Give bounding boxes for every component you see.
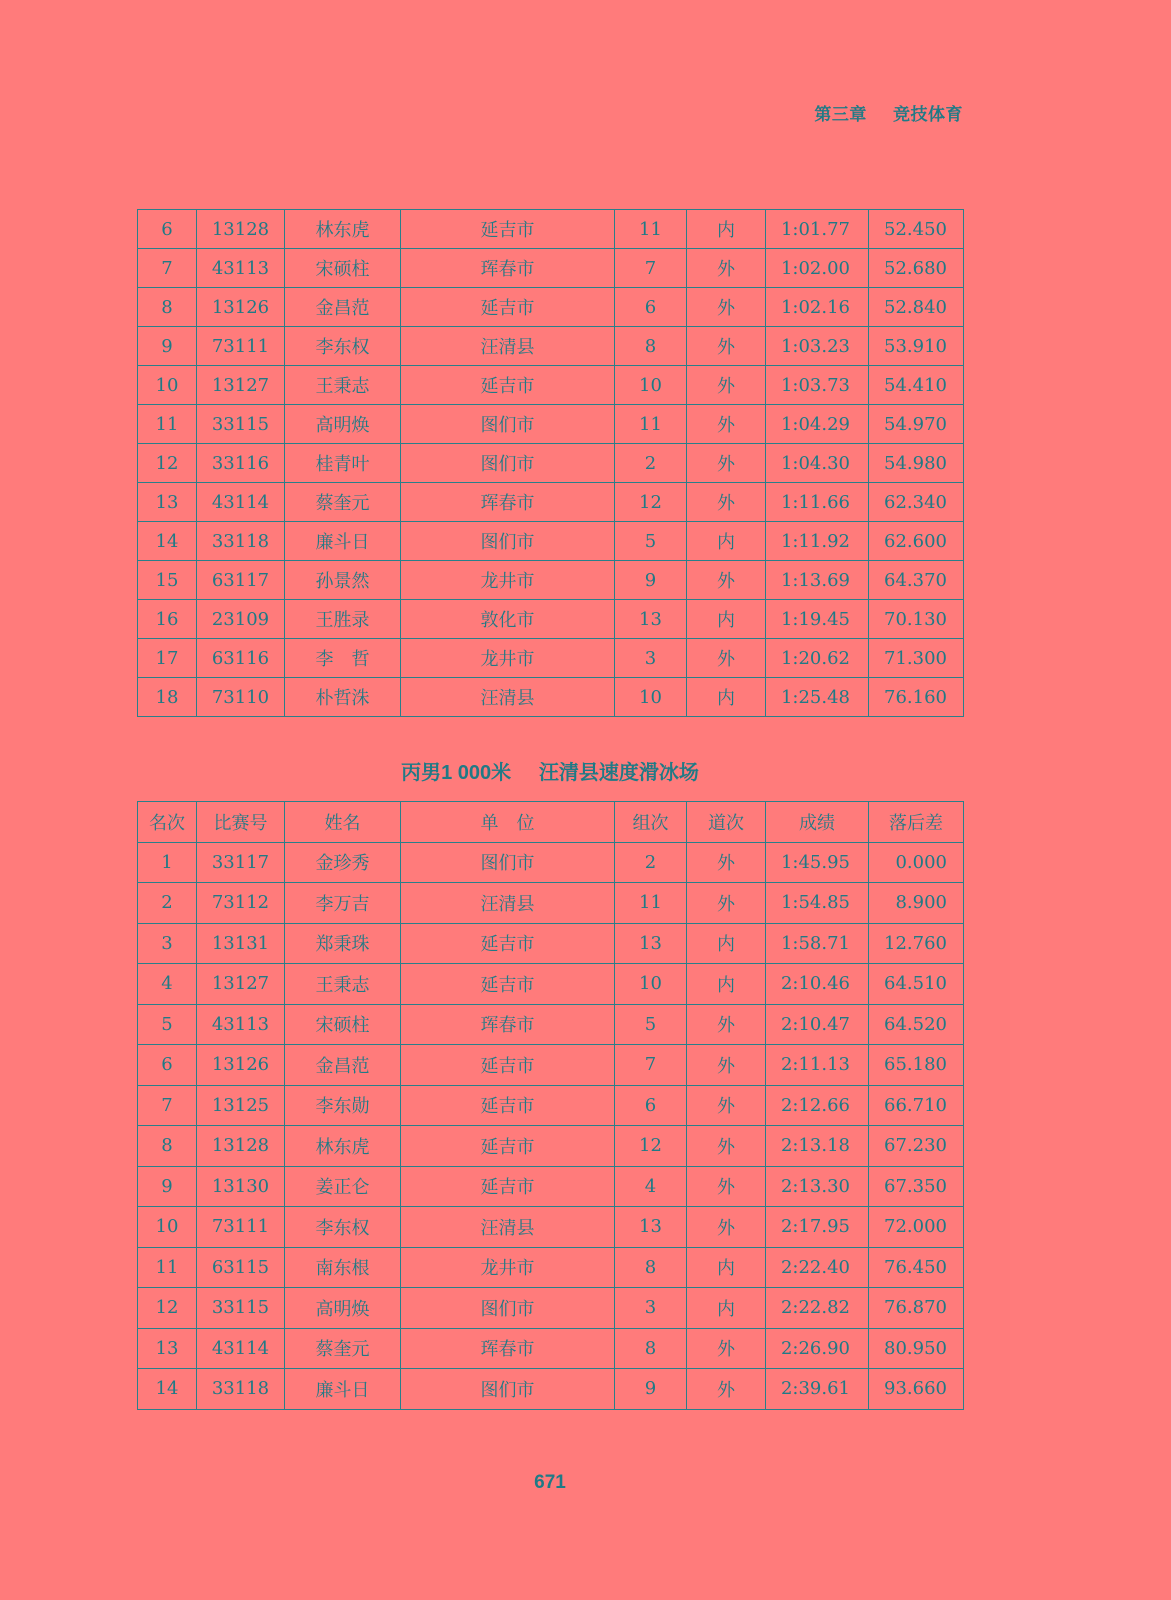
unit-cell: 汪清县 xyxy=(401,327,615,366)
lane-cell: 内 xyxy=(687,600,766,639)
time-cell: 1:03.73 xyxy=(766,366,869,405)
bib-cell: 33115 xyxy=(197,1288,285,1329)
name-cell: 金昌范 xyxy=(285,288,401,327)
gap-cell: 54.410 xyxy=(869,366,964,405)
lane-cell: 内 xyxy=(687,1247,766,1288)
unit-cell: 珲春市 xyxy=(401,1004,615,1045)
table-row xyxy=(138,1004,964,1045)
gap-cell: 52.450 xyxy=(869,210,964,249)
rank-cell: 9 xyxy=(138,1166,197,1207)
unit-cell: 图们市 xyxy=(401,1288,615,1329)
gap-cell: 52.680 xyxy=(869,249,964,288)
lane-cell: 外 xyxy=(687,561,766,600)
group-cell: 8 xyxy=(615,1328,687,1369)
rank-cell: 2 xyxy=(138,883,197,924)
time-cell: 1:02.16 xyxy=(766,288,869,327)
rank-cell: 18 xyxy=(138,678,197,717)
unit-cell: 延吉市 xyxy=(401,964,615,1005)
gap-cell: 12.760 xyxy=(869,923,964,964)
header-name: 姓名 xyxy=(285,802,401,843)
rank-cell: 12 xyxy=(138,444,197,483)
group-cell: 13 xyxy=(615,1207,687,1248)
table-row xyxy=(138,1288,964,1329)
rank-cell: 17 xyxy=(138,639,197,678)
unit-cell: 延吉市 xyxy=(401,1166,615,1207)
bib-cell: 63115 xyxy=(197,1247,285,1288)
time-cell: 1:20.62 xyxy=(766,639,869,678)
time-cell: 1:11.92 xyxy=(766,522,869,561)
bib-cell: 13126 xyxy=(197,288,285,327)
header-time: 成绩 xyxy=(766,802,869,843)
unit-cell: 敦化市 xyxy=(401,600,615,639)
lane-cell: 内 xyxy=(687,678,766,717)
rank-cell: 11 xyxy=(138,1247,197,1288)
unit-cell: 延吉市 xyxy=(401,923,615,964)
table-row xyxy=(138,1085,964,1126)
gap-cell: 54.970 xyxy=(869,405,964,444)
group-cell: 5 xyxy=(615,522,687,561)
name-cell: 蔡奎元 xyxy=(285,483,401,522)
table-row xyxy=(138,923,964,964)
rank-cell: 12 xyxy=(138,1288,197,1329)
table-row xyxy=(138,1207,964,1248)
lane-cell: 外 xyxy=(687,483,766,522)
bib-cell: 43113 xyxy=(197,249,285,288)
header-rank: 名次 xyxy=(138,802,197,843)
bib-cell: 13127 xyxy=(197,366,285,405)
time-cell: 1:11.66 xyxy=(766,483,869,522)
lane-cell: 内 xyxy=(687,964,766,1005)
gap-cell: 67.230 xyxy=(869,1126,964,1167)
rank-cell: 7 xyxy=(138,249,197,288)
rank-cell: 14 xyxy=(138,1369,197,1410)
bib-cell: 13131 xyxy=(197,923,285,964)
lane-cell: 外 xyxy=(687,444,766,483)
table-row xyxy=(138,1369,964,1410)
group-cell: 11 xyxy=(615,883,687,924)
rank-cell: 11 xyxy=(138,405,197,444)
gap-cell: 76.160 xyxy=(869,678,964,717)
lane-cell: 内 xyxy=(687,522,766,561)
table-row xyxy=(138,444,964,483)
gap-cell: 80.950 xyxy=(869,1328,964,1369)
unit-cell: 延吉市 xyxy=(401,210,615,249)
name-cell: 王秉志 xyxy=(285,964,401,1005)
group-cell: 12 xyxy=(615,483,687,522)
time-cell: 2:10.47 xyxy=(766,1004,869,1045)
table-row xyxy=(138,210,964,249)
name-cell: 李 哲 xyxy=(285,639,401,678)
unit-cell: 延吉市 xyxy=(401,366,615,405)
name-cell: 孙景然 xyxy=(285,561,401,600)
header-gap: 落后差 xyxy=(869,802,964,843)
lane-cell: 外 xyxy=(687,288,766,327)
chapter-header: 第三章 竞技体育 xyxy=(814,105,963,124)
bib-cell: 73110 xyxy=(197,678,285,717)
unit-cell: 图们市 xyxy=(401,522,615,561)
rank-cell: 1 xyxy=(138,842,197,883)
rank-cell: 6 xyxy=(138,210,197,249)
group-cell: 12 xyxy=(615,1126,687,1167)
name-cell: 金珍秀 xyxy=(285,842,401,883)
bib-cell: 23109 xyxy=(197,600,285,639)
gap-cell: 76.450 xyxy=(869,1247,964,1288)
table-row xyxy=(138,1328,964,1369)
unit-cell: 龙井市 xyxy=(401,639,615,678)
time-cell: 1:58.71 xyxy=(766,923,869,964)
group-cell: 6 xyxy=(615,288,687,327)
rank-cell: 16 xyxy=(138,600,197,639)
time-cell: 2:26.90 xyxy=(766,1328,869,1369)
gap-cell: 64.510 xyxy=(869,964,964,1005)
table-row xyxy=(138,483,964,522)
unit-cell: 汪清县 xyxy=(401,883,615,924)
table-row xyxy=(138,366,964,405)
name-cell: 郑秉珠 xyxy=(285,923,401,964)
gap-cell: 64.520 xyxy=(869,1004,964,1045)
group-cell: 9 xyxy=(615,561,687,600)
unit-cell: 汪清县 xyxy=(401,678,615,717)
unit-cell: 延吉市 xyxy=(401,1126,615,1167)
table-row xyxy=(138,327,964,366)
name-cell: 高明焕 xyxy=(285,1288,401,1329)
unit-cell: 延吉市 xyxy=(401,1085,615,1126)
time-cell: 1:01.77 xyxy=(766,210,869,249)
rank-cell: 13 xyxy=(138,1328,197,1369)
unit-cell: 汪清县 xyxy=(401,1207,615,1248)
name-cell: 王秉志 xyxy=(285,366,401,405)
name-cell: 廉斗日 xyxy=(285,1369,401,1410)
rank-cell: 10 xyxy=(138,366,197,405)
bib-cell: 33117 xyxy=(197,842,285,883)
time-cell: 1:13.69 xyxy=(766,561,869,600)
gap-cell: 53.910 xyxy=(869,327,964,366)
lane-cell: 外 xyxy=(687,405,766,444)
time-cell: 1:54.85 xyxy=(766,883,869,924)
rank-cell: 10 xyxy=(138,1207,197,1248)
table-row xyxy=(138,600,964,639)
group-cell: 7 xyxy=(615,249,687,288)
group-cell: 5 xyxy=(615,1004,687,1045)
gap-cell: 72.000 xyxy=(869,1207,964,1248)
group-cell: 3 xyxy=(615,1288,687,1329)
lane-cell: 外 xyxy=(687,1126,766,1167)
lane-cell: 外 xyxy=(687,842,766,883)
gap-cell: 52.840 xyxy=(869,288,964,327)
table-row xyxy=(138,883,964,924)
lane-cell: 外 xyxy=(687,639,766,678)
name-cell: 李万吉 xyxy=(285,883,401,924)
table-row xyxy=(138,1247,964,1288)
bib-cell: 43114 xyxy=(197,483,285,522)
lane-cell: 内 xyxy=(687,923,766,964)
group-cell: 13 xyxy=(615,600,687,639)
gap-cell: 64.370 xyxy=(869,561,964,600)
name-cell: 宋硕柱 xyxy=(285,1004,401,1045)
time-cell: 1:04.30 xyxy=(766,444,869,483)
bib-cell: 33116 xyxy=(197,444,285,483)
table-row xyxy=(138,405,964,444)
lane-cell: 外 xyxy=(687,883,766,924)
unit-cell: 珲春市 xyxy=(401,1328,615,1369)
table-row xyxy=(138,561,964,600)
name-cell: 李东权 xyxy=(285,327,401,366)
group-cell: 10 xyxy=(615,964,687,1005)
name-cell: 林东虎 xyxy=(285,1126,401,1167)
table-row xyxy=(138,678,964,717)
lane-cell: 内 xyxy=(687,1288,766,1329)
gap-cell: 62.600 xyxy=(869,522,964,561)
table-header-row xyxy=(138,802,964,843)
group-cell: 6 xyxy=(615,1085,687,1126)
rank-cell: 8 xyxy=(138,288,197,327)
results-table-continued xyxy=(137,209,964,717)
time-cell: 2:22.40 xyxy=(766,1247,869,1288)
time-cell: 2:11.13 xyxy=(766,1045,869,1086)
time-cell: 1:03.23 xyxy=(766,327,869,366)
bib-cell: 73111 xyxy=(197,327,285,366)
unit-cell: 延吉市 xyxy=(401,1045,615,1086)
name-cell: 李东勋 xyxy=(285,1085,401,1126)
lane-cell: 外 xyxy=(687,1085,766,1126)
time-cell: 1:02.00 xyxy=(766,249,869,288)
lane-cell: 外 xyxy=(687,1328,766,1369)
name-cell: 李东权 xyxy=(285,1207,401,1248)
lane-cell: 外 xyxy=(687,366,766,405)
group-cell: 10 xyxy=(615,678,687,717)
group-cell: 7 xyxy=(615,1045,687,1086)
name-cell: 高明焕 xyxy=(285,405,401,444)
group-cell: 13 xyxy=(615,923,687,964)
bib-cell: 63117 xyxy=(197,561,285,600)
rank-cell: 6 xyxy=(138,1045,197,1086)
name-cell: 南东根 xyxy=(285,1247,401,1288)
rank-cell: 3 xyxy=(138,923,197,964)
rank-cell: 9 xyxy=(138,327,197,366)
bib-cell: 13128 xyxy=(197,1126,285,1167)
unit-cell: 龙井市 xyxy=(401,1247,615,1288)
bib-cell: 73112 xyxy=(197,883,285,924)
bib-cell: 13130 xyxy=(197,1166,285,1207)
gap-cell: 8.900 xyxy=(869,883,964,924)
table-row xyxy=(138,1045,964,1086)
bib-cell: 13126 xyxy=(197,1045,285,1086)
time-cell: 1:04.29 xyxy=(766,405,869,444)
unit-cell: 珲春市 xyxy=(401,249,615,288)
name-cell: 王胜录 xyxy=(285,600,401,639)
lane-cell: 外 xyxy=(687,1166,766,1207)
name-cell: 金昌范 xyxy=(285,1045,401,1086)
gap-cell: 67.350 xyxy=(869,1166,964,1207)
lane-cell: 外 xyxy=(687,1207,766,1248)
gap-cell: 62.340 xyxy=(869,483,964,522)
group-cell: 8 xyxy=(615,327,687,366)
gap-cell: 70.130 xyxy=(869,600,964,639)
group-cell: 4 xyxy=(615,1166,687,1207)
rank-cell: 7 xyxy=(138,1085,197,1126)
bib-cell: 13127 xyxy=(197,964,285,1005)
time-cell: 2:22.82 xyxy=(766,1288,869,1329)
group-cell: 9 xyxy=(615,1369,687,1410)
header-lane: 道次 xyxy=(687,802,766,843)
lane-cell: 内 xyxy=(687,210,766,249)
page-number: 671 xyxy=(534,1472,566,1493)
table-row xyxy=(138,249,964,288)
unit-cell: 延吉市 xyxy=(401,288,615,327)
gap-cell: 65.180 xyxy=(869,1045,964,1086)
bib-cell: 73111 xyxy=(197,1207,285,1248)
name-cell: 朴哲洙 xyxy=(285,678,401,717)
lane-cell: 外 xyxy=(687,1369,766,1410)
lane-cell: 外 xyxy=(687,1045,766,1086)
group-cell: 2 xyxy=(615,842,687,883)
gap-cell: 93.660 xyxy=(869,1369,964,1410)
bib-cell: 33118 xyxy=(197,522,285,561)
rank-cell: 5 xyxy=(138,1004,197,1045)
header-group: 组次 xyxy=(615,802,687,843)
group-cell: 11 xyxy=(615,405,687,444)
bib-cell: 33115 xyxy=(197,405,285,444)
gap-cell: 54.980 xyxy=(869,444,964,483)
rank-cell: 4 xyxy=(138,964,197,1005)
header-bib: 比赛号 xyxy=(197,802,285,843)
time-cell: 1:25.48 xyxy=(766,678,869,717)
name-cell: 廉斗日 xyxy=(285,522,401,561)
rank-cell: 8 xyxy=(138,1126,197,1167)
table-row xyxy=(138,1166,964,1207)
results-table-1000m xyxy=(137,801,964,1410)
unit-cell: 珲春市 xyxy=(401,483,615,522)
header-unit: 单 位 xyxy=(401,802,615,843)
unit-cell: 图们市 xyxy=(401,1369,615,1410)
bib-cell: 33118 xyxy=(197,1369,285,1410)
time-cell: 1:45.95 xyxy=(766,842,869,883)
unit-cell: 图们市 xyxy=(401,405,615,444)
unit-cell: 龙井市 xyxy=(401,561,615,600)
group-cell: 2 xyxy=(615,444,687,483)
table-row xyxy=(138,288,964,327)
name-cell: 姜正仑 xyxy=(285,1166,401,1207)
gap-cell: 66.710 xyxy=(869,1085,964,1126)
bib-cell: 63116 xyxy=(197,639,285,678)
time-cell: 2:10.46 xyxy=(766,964,869,1005)
time-cell: 1:19.45 xyxy=(766,600,869,639)
gap-cell: 71.300 xyxy=(869,639,964,678)
name-cell: 宋硕柱 xyxy=(285,249,401,288)
group-cell: 11 xyxy=(615,210,687,249)
time-cell: 2:13.30 xyxy=(766,1166,869,1207)
bib-cell: 13125 xyxy=(197,1085,285,1126)
table-row xyxy=(138,964,964,1005)
rank-cell: 13 xyxy=(138,483,197,522)
time-cell: 2:13.18 xyxy=(766,1126,869,1167)
rank-cell: 14 xyxy=(138,522,197,561)
time-cell: 2:39.61 xyxy=(766,1369,869,1410)
lane-cell: 外 xyxy=(687,327,766,366)
time-cell: 2:17.95 xyxy=(766,1207,869,1248)
unit-cell: 图们市 xyxy=(401,842,615,883)
group-cell: 8 xyxy=(615,1247,687,1288)
gap-cell: 76.870 xyxy=(869,1288,964,1329)
bib-cell: 43114 xyxy=(197,1328,285,1369)
bib-cell: 43113 xyxy=(197,1004,285,1045)
rank-cell: 15 xyxy=(138,561,197,600)
lane-cell: 外 xyxy=(687,1004,766,1045)
bib-cell: 13128 xyxy=(197,210,285,249)
name-cell: 林东虎 xyxy=(285,210,401,249)
group-cell: 10 xyxy=(615,366,687,405)
unit-cell: 图们市 xyxy=(401,444,615,483)
section-title: 丙男1 000米 汪清县速度滑冰场 xyxy=(401,762,699,784)
lane-cell: 外 xyxy=(687,249,766,288)
table-row xyxy=(138,842,964,883)
table-row xyxy=(138,522,964,561)
name-cell: 蔡奎元 xyxy=(285,1328,401,1369)
table-row xyxy=(138,1126,964,1167)
name-cell: 桂青叶 xyxy=(285,444,401,483)
gap-cell: 0.000 xyxy=(869,842,964,883)
group-cell: 3 xyxy=(615,639,687,678)
time-cell: 2:12.66 xyxy=(766,1085,869,1126)
table-row xyxy=(138,639,964,678)
